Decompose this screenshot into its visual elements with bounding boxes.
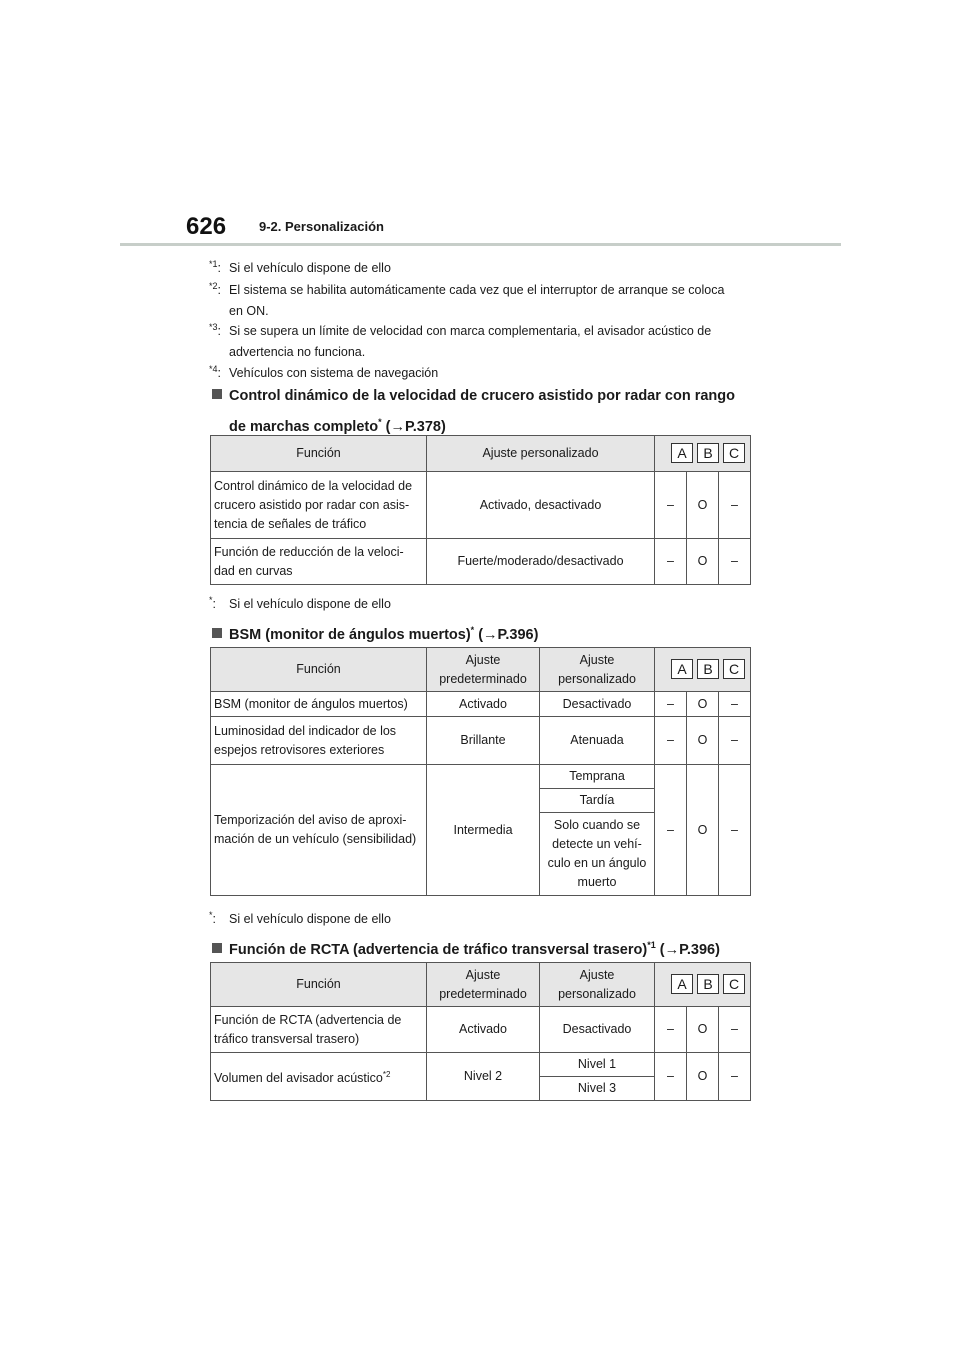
table-row: Volumen del avisador acústico$^{*2}$ Nivel 2 Nivel 1 – O – bbox=[211, 1053, 751, 1077]
table-row: Temporización del aviso de aproxi-mación de un vehículo (sensibilidad) Intermedia Temprana – O – bbox=[211, 765, 751, 789]
footnote-3: $^{*3}$: Si se supera un límite de velocidad con marca complementaria, el avisador acústico de advertencia no funciona. bbox=[209, 322, 712, 360]
section-title: 9-2. Personalización bbox=[259, 219, 384, 234]
header-custom: Ajuste personalizado bbox=[540, 963, 655, 1007]
page-number: 626 bbox=[186, 213, 227, 240]
page-ref-link[interactable]: (→P.396) bbox=[659, 941, 720, 958]
header-function: Función bbox=[211, 648, 427, 692]
header-custom: Ajuste personalizado bbox=[427, 436, 655, 472]
footnote-4: $^{*4}$: Vehículos con sistema de navegación bbox=[209, 364, 439, 381]
page-ref-link[interactable]: (→P.378) bbox=[385, 418, 446, 435]
bsm-settings-table: Función Ajuste predeterminado Ajuste personalizado A B C BSM (monitor de ángulos muertos) Activado Desactivado – O – Luminosidad del indicador de los espejos retrovisores exteriores Brillante Atenuada – O – Temporización del aviso de aproxi-mación de un vehículo (sensibilidad) Intermedia Temprana – O – Tardía Solo cuando se detecte un vehí-culo en un ángulo muerto bbox=[210, 647, 751, 896]
square-bullet-icon bbox=[212, 943, 222, 953]
section-heading-acc: Control dinámico de la velocidad de crucero asistido por radar con rango de marchas completo* (→P.378) bbox=[212, 383, 752, 440]
section-heading-rcta: Función de RCTA (advertencia de tráfico transversal trasero)$^{*1}$ (→P.396) bbox=[212, 932, 752, 963]
header-function: Función bbox=[211, 963, 427, 1007]
footnote-section2: *: Si el vehículo dispone de ello bbox=[209, 910, 391, 927]
header-abc: A B C bbox=[655, 963, 751, 1007]
footnote-2: $^{*2}$: El sistema se habilita automáticamente cada vez que el interruptor de arranque se coloca en ON. bbox=[209, 281, 725, 319]
header-function: Función bbox=[211, 436, 427, 472]
table-row: BSM (monitor de ángulos muertos) Activado Desactivado – O – bbox=[211, 692, 751, 717]
section-heading-bsm: BSM (monitor de ángulos muertos)* (→P.396) bbox=[212, 617, 752, 648]
header-default: Ajuste predeterminado bbox=[427, 963, 540, 1007]
header-abc: A B C bbox=[655, 436, 751, 472]
table-row: Función de reducción de la veloci-dad en curvas Fuerte/moderado/desactivado – O – bbox=[211, 539, 751, 585]
table-row: Luminosidad del indicador de los espejos retrovisores exteriores Brillante Atenuada – O – bbox=[211, 717, 751, 765]
table-row: Función de RCTA (advertencia de tráfico transversal trasero) Activado Desactivado – O – bbox=[211, 1007, 751, 1053]
page-ref-link[interactable]: (→P.396) bbox=[478, 626, 539, 643]
header-rule bbox=[120, 243, 841, 246]
square-bullet-icon bbox=[212, 628, 222, 638]
header-custom: Ajuste personalizado bbox=[540, 648, 655, 692]
footnote-1: $^{*1}$: Si el vehículo dispone de ello bbox=[209, 259, 391, 276]
rcta-settings-table: Función Ajuste predeterminado Ajuste personalizado A B C Función de RCTA (advertencia de tráfico transversal trasero) Activado Desactivado – O – Volumen del avisador acústico$^{*2}$ Nivel 2 Nivel 1 – O – Nivel 3 bbox=[210, 962, 751, 1101]
footnote-section1: *: Si el vehículo dispone de ello bbox=[209, 595, 391, 612]
square-bullet-icon bbox=[212, 389, 222, 399]
table-row: Control dinámico de la velocidad de crucero asistido por radar con asis-tencia de señales de tráfico Activado, desactivado – O – bbox=[211, 472, 751, 539]
header-abc: A B C bbox=[655, 648, 751, 692]
header-default: Ajuste predeterminado bbox=[427, 648, 540, 692]
acc-settings-table bbox=[210, 435, 751, 585]
